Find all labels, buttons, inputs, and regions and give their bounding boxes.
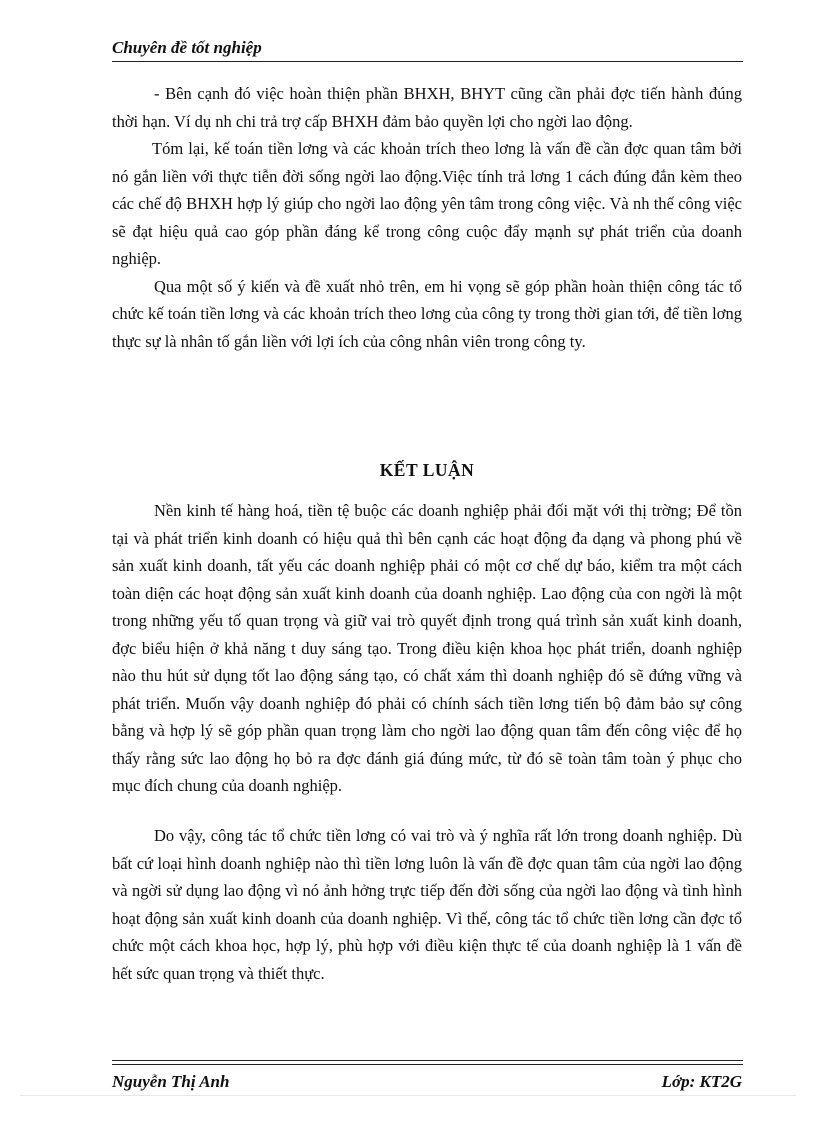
conclusion-heading: KẾT LUẬN xyxy=(379,460,475,480)
conclusion-section-2 xyxy=(112,822,742,987)
intro-paragraph-3: Qua một số ý kiến và đề xuất nhỏ trên, em hi vọng sẽ góp phần hoàn thiện công tác tổ chức kế toán tiền lơng và các khoản trích theo lơng của công ty trong thời gian tới, để tiền lơng thực sự là nhân tố gắn liền với lợi ích của công nhân viên trong công ty. xyxy=(112,276,742,351)
intro-paragraph-1: - Bên cạnh đó việc hoàn thiện phần BHXH, BHYT cũng cần phải đợc tiến hành đúng thời hạn. Ví dụ nh chi trả trợ cấp BHXH đảm bảo quyền lợi cho ngời lao động. xyxy=(112,84,742,131)
footer-author: Nguyễn Thị Anh xyxy=(112,1072,230,1091)
footer-class: Lớp: KT2G xyxy=(661,1072,742,1091)
footer-divider-bottom xyxy=(112,1064,743,1065)
conclusion-paragraph-2: Do vậy, công tác tổ chức tiền lơng có vai trò và ý nghĩa rất lớn trong doanh nghiệp. Dù bất cứ loại hình doanh nghiệp nào thì tiền lơng luôn là vấn đề đợc quan tâm của ngời lao động và ngời sử dụng lao động vì nó ảnh hởng trực tiếp đến đời sống của ngời lao động và tình hình hoạt động sản xuất kinh doanh của doanh nghiệp. Vì thế, công tác tổ chức tiền lơng cần đợc tổ chức một cách khoa học, hợp lý, phù hợp với điều kiện thực tế của doanh nghiệp là 1 vấn đề hết sức quan trọng và thiết thực. xyxy=(112,826,742,983)
conclusion-section-1 xyxy=(112,497,742,800)
conclusion-paragraph-1: Nền kinh tế hàng hoá, tiền tệ buộc các doanh nghiệp phải đối mặt với thị trờng; Để tồn tại và phát triển kinh doanh có hiệu quả thì bên cạnh các hoạt động đa dạng và phong phú về sản xuất kinh doanh, tất yếu các doanh nghiệp phải có một cơ chế dự báo, kiểm tra một cách toàn diện các hoạt động sản xuất kinh doanh của doanh nghiệp. Lao động của con ngời là một trong những yếu tố quan trọng và giữ vai trò quyết định trong quá trình sản xuất kinh doanh, đợc biểu hiện ở khả năng t duy sáng tạo. Trong điều kiện khoa học phát triển, doanh nghiệp nào thu hút sử dụng tốt lao động sáng tạo, có chất xám thì doanh nghiệp đó sẽ đứng vững và phát triển. Muốn vậy doanh nghiệp đó phải có chính sách tiền lơng tiến bộ đảm bảo sự công bằng và hợp lý sẽ góp phần quan trọng làm cho ngời lao động quan tâm đến công việc để họ thấy rằng sức lao động họ bỏ ra đợc đánh giá đúng mức, từ đó sẽ toàn tâm toàn ý phục cho mục đích chung của doanh nghiệp. xyxy=(112,501,742,795)
intro-paragraph-2: Tóm lại, kế toán tiền lơng và các khoản trích theo lơng là vấn đề cần đợc quan tâm bởi nó gắn liền với thực tiễn đời sống ngời lao động.Việc tính trả lơng 1 cách đúng đắn kèm theo các chế độ BHXH hợp lý giúp cho ngời lao động yên tâm trong công việc. Và nh thế công việc sẽ đạt hiệu quả cao góp phần đáng kể trong công cuộc đẩy mạnh sự phát triển của doanh nghiệp. xyxy=(112,139,742,268)
header-divider xyxy=(112,61,743,62)
footer-divider-top xyxy=(112,1060,743,1061)
page-header-title: Chuyên đề tốt nghiệp xyxy=(112,38,262,57)
intro-section xyxy=(112,80,742,355)
page-bottom-edge xyxy=(20,1095,796,1096)
